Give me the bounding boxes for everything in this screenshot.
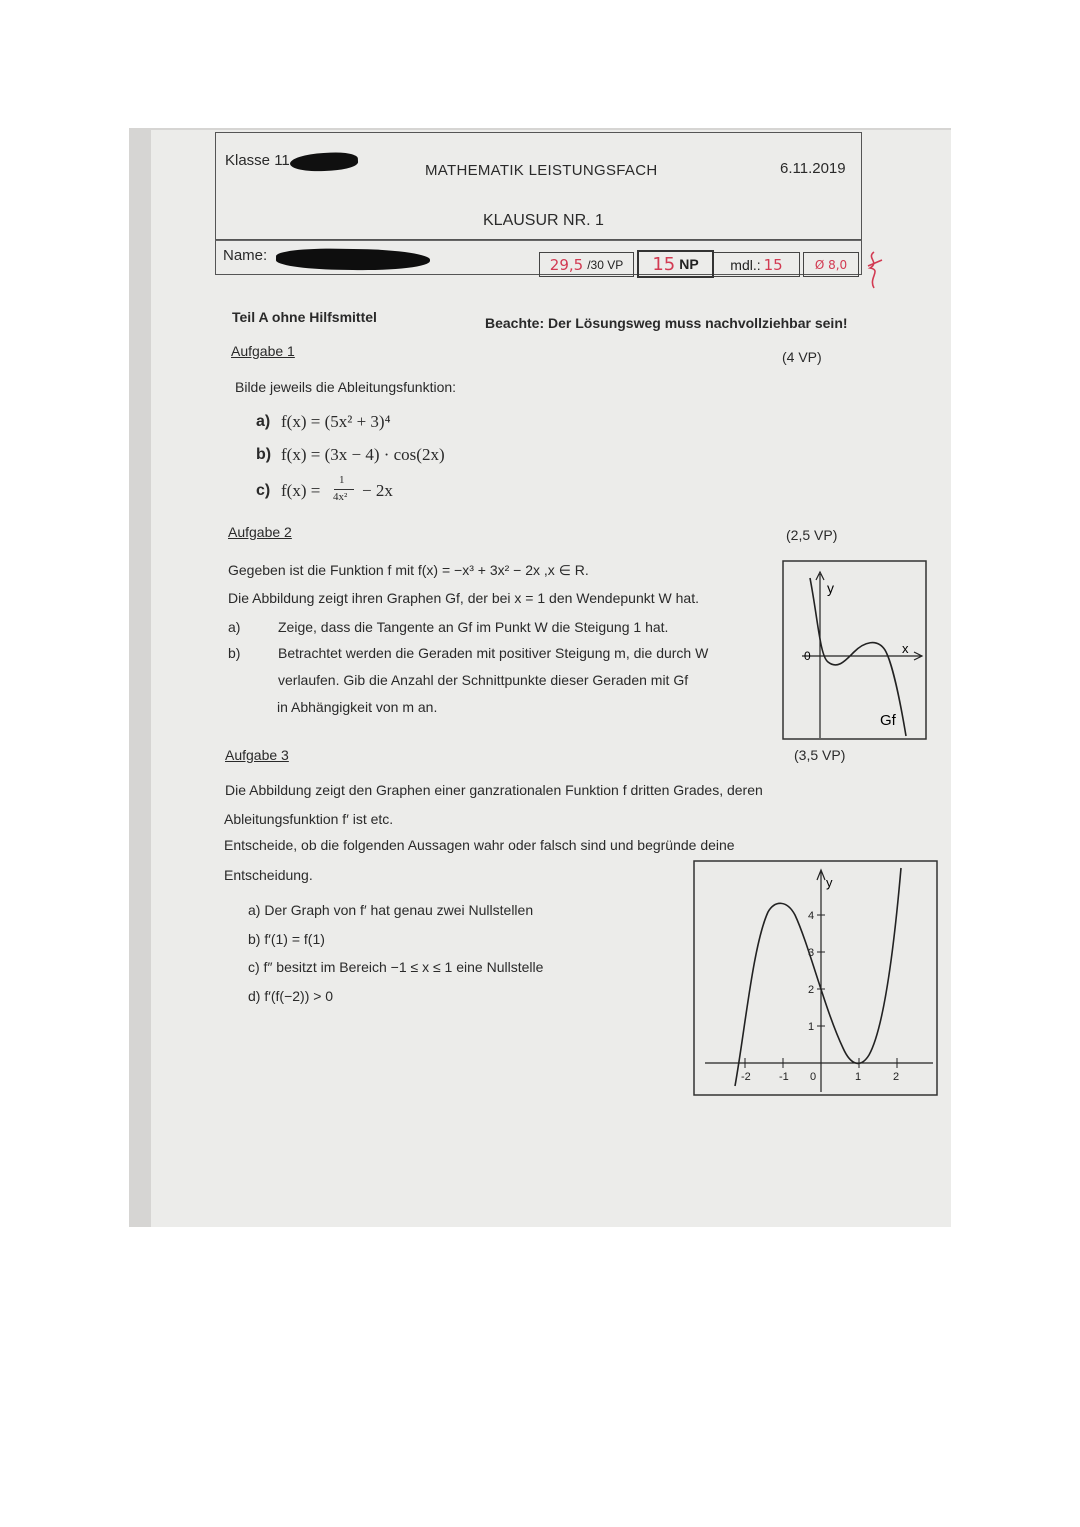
teacher-signature bbox=[862, 248, 888, 294]
exam-title: KLAUSUR NR. 1 bbox=[483, 212, 604, 229]
task1-intro: Bilde jeweils die Ableitungsfunktion: bbox=[235, 379, 457, 395]
task1-b-label: b) bbox=[256, 446, 272, 463]
task1-title: Aufgabe 1 bbox=[231, 343, 295, 359]
fraction-bar bbox=[334, 489, 354, 490]
task3-line3: Entscheide, ob die folgenden Aussagen wahr oder falsch sind und begründe deine bbox=[224, 837, 735, 853]
graph-frame bbox=[694, 861, 937, 1095]
task2-title: Aufgabe 2 bbox=[228, 524, 292, 540]
x-tick-label: -2 bbox=[741, 1071, 751, 1083]
x-tick-label: -1 bbox=[779, 1071, 789, 1083]
class-label: Klasse 11 bbox=[225, 152, 290, 169]
task1-points: (4 VP) bbox=[782, 349, 822, 365]
part-a-title: Teil A ohne Hilfsmittel bbox=[232, 309, 377, 325]
graph2-origin: 0 bbox=[804, 649, 811, 663]
task3-line4: Entscheidung. bbox=[224, 867, 313, 883]
task2-b-line3: in Abhängigkeit von m an. bbox=[277, 699, 438, 715]
x-tick-label: 2 bbox=[893, 1071, 900, 1083]
task3-a: a) Der Graph von f′ hat genau zwei Nullstellen bbox=[248, 902, 534, 918]
task1-c-left: f(x) = bbox=[281, 481, 321, 500]
task1-a: f(x) = (5x² + 3)⁴ bbox=[281, 412, 391, 431]
task3-b: b) f′(1) = f(1) bbox=[248, 931, 325, 947]
graph3-y-label: y bbox=[826, 875, 833, 890]
vp-total: /30 VP bbox=[587, 257, 624, 272]
task2-points: (2,5 VP) bbox=[786, 527, 838, 543]
task2-b-line1: Betrachtet werden die Geraden mit positiver Steigung m, die durch W bbox=[278, 645, 709, 661]
task3-title: Aufgabe 3 bbox=[225, 747, 289, 763]
graph2-curve-label: Gf bbox=[880, 712, 896, 729]
x-tick-label: 1 bbox=[855, 1071, 862, 1083]
task1-c-numerator: 1 bbox=[339, 474, 345, 486]
task3-c: c) f″ besitzt im Bereich −1 ≤ x ≤ 1 eine Nullstelle bbox=[248, 959, 544, 975]
exam-date: 6.11.2019 bbox=[780, 160, 846, 177]
task3-line1: Die Abbildung zeigt den Graphen einer ganzrationalen Funktion f dritten Grades, deren bbox=[225, 782, 763, 798]
task2-a-label: a) bbox=[228, 619, 241, 635]
task3-line2: Ableitungsfunktion f′ ist etc. bbox=[224, 811, 394, 827]
y-tick-label: 4 bbox=[808, 910, 815, 922]
graph2-y-label: y bbox=[827, 580, 834, 596]
task2-line1: Gegeben ist die Funktion f mit f(x) = −x³ + 3x² − 2x ,x ∈ R. bbox=[228, 562, 589, 578]
task3-d: d) f′(f(−2)) > 0 bbox=[248, 988, 334, 1004]
task1-c-right: − 2x bbox=[362, 481, 393, 500]
subject-title: MATHEMATIK LEISTUNGSFACH bbox=[425, 162, 658, 179]
x-tick-label: 0 bbox=[810, 1071, 817, 1083]
oral-score: 15 bbox=[763, 255, 783, 274]
np-label: NP bbox=[679, 256, 699, 272]
y-tick-label: 3 bbox=[808, 947, 815, 959]
average-box bbox=[803, 252, 859, 277]
np-score: 15 bbox=[652, 253, 676, 275]
task1-b: f(x) = (3x − 4) · cos(2x) bbox=[281, 445, 445, 464]
task3-graph bbox=[693, 860, 939, 1098]
graph2-x-label: x bbox=[902, 641, 909, 656]
oral-box bbox=[714, 252, 800, 277]
task2-b-label: b) bbox=[228, 645, 241, 661]
oral-label: mdl.: bbox=[730, 256, 761, 273]
task1-c-denominator: 4x² bbox=[333, 491, 348, 503]
task2-b-line2: verlaufen. Gib die Anzahl der Schnittpunkte dieser Geraden mit Gf bbox=[278, 672, 689, 688]
task2-graph bbox=[782, 560, 928, 741]
y-tick-label: 2 bbox=[808, 984, 815, 996]
task1-a-label: a) bbox=[256, 413, 271, 430]
np-box bbox=[637, 250, 714, 278]
task2-a: Zeige, dass die Tangente an Gf im Punkt W die Steigung 1 hat. bbox=[278, 619, 669, 635]
task3-points: (3,5 VP) bbox=[794, 747, 846, 763]
part-a-note: Beachte: Der Lösungsweg muss nachvollziehbar sein! bbox=[485, 315, 848, 331]
vp-box bbox=[539, 252, 634, 277]
y-tick-label: 1 bbox=[808, 1021, 815, 1033]
name-label: Name: bbox=[223, 247, 268, 264]
average-score: Ø 8,0 bbox=[814, 257, 848, 272]
task1-c-label: c) bbox=[256, 482, 271, 499]
task2-line2: Die Abbildung zeigt ihren Graphen Gf, der bei x = 1 den Wendepunkt W hat. bbox=[228, 590, 699, 606]
vp-score: 29,5 bbox=[549, 255, 584, 274]
